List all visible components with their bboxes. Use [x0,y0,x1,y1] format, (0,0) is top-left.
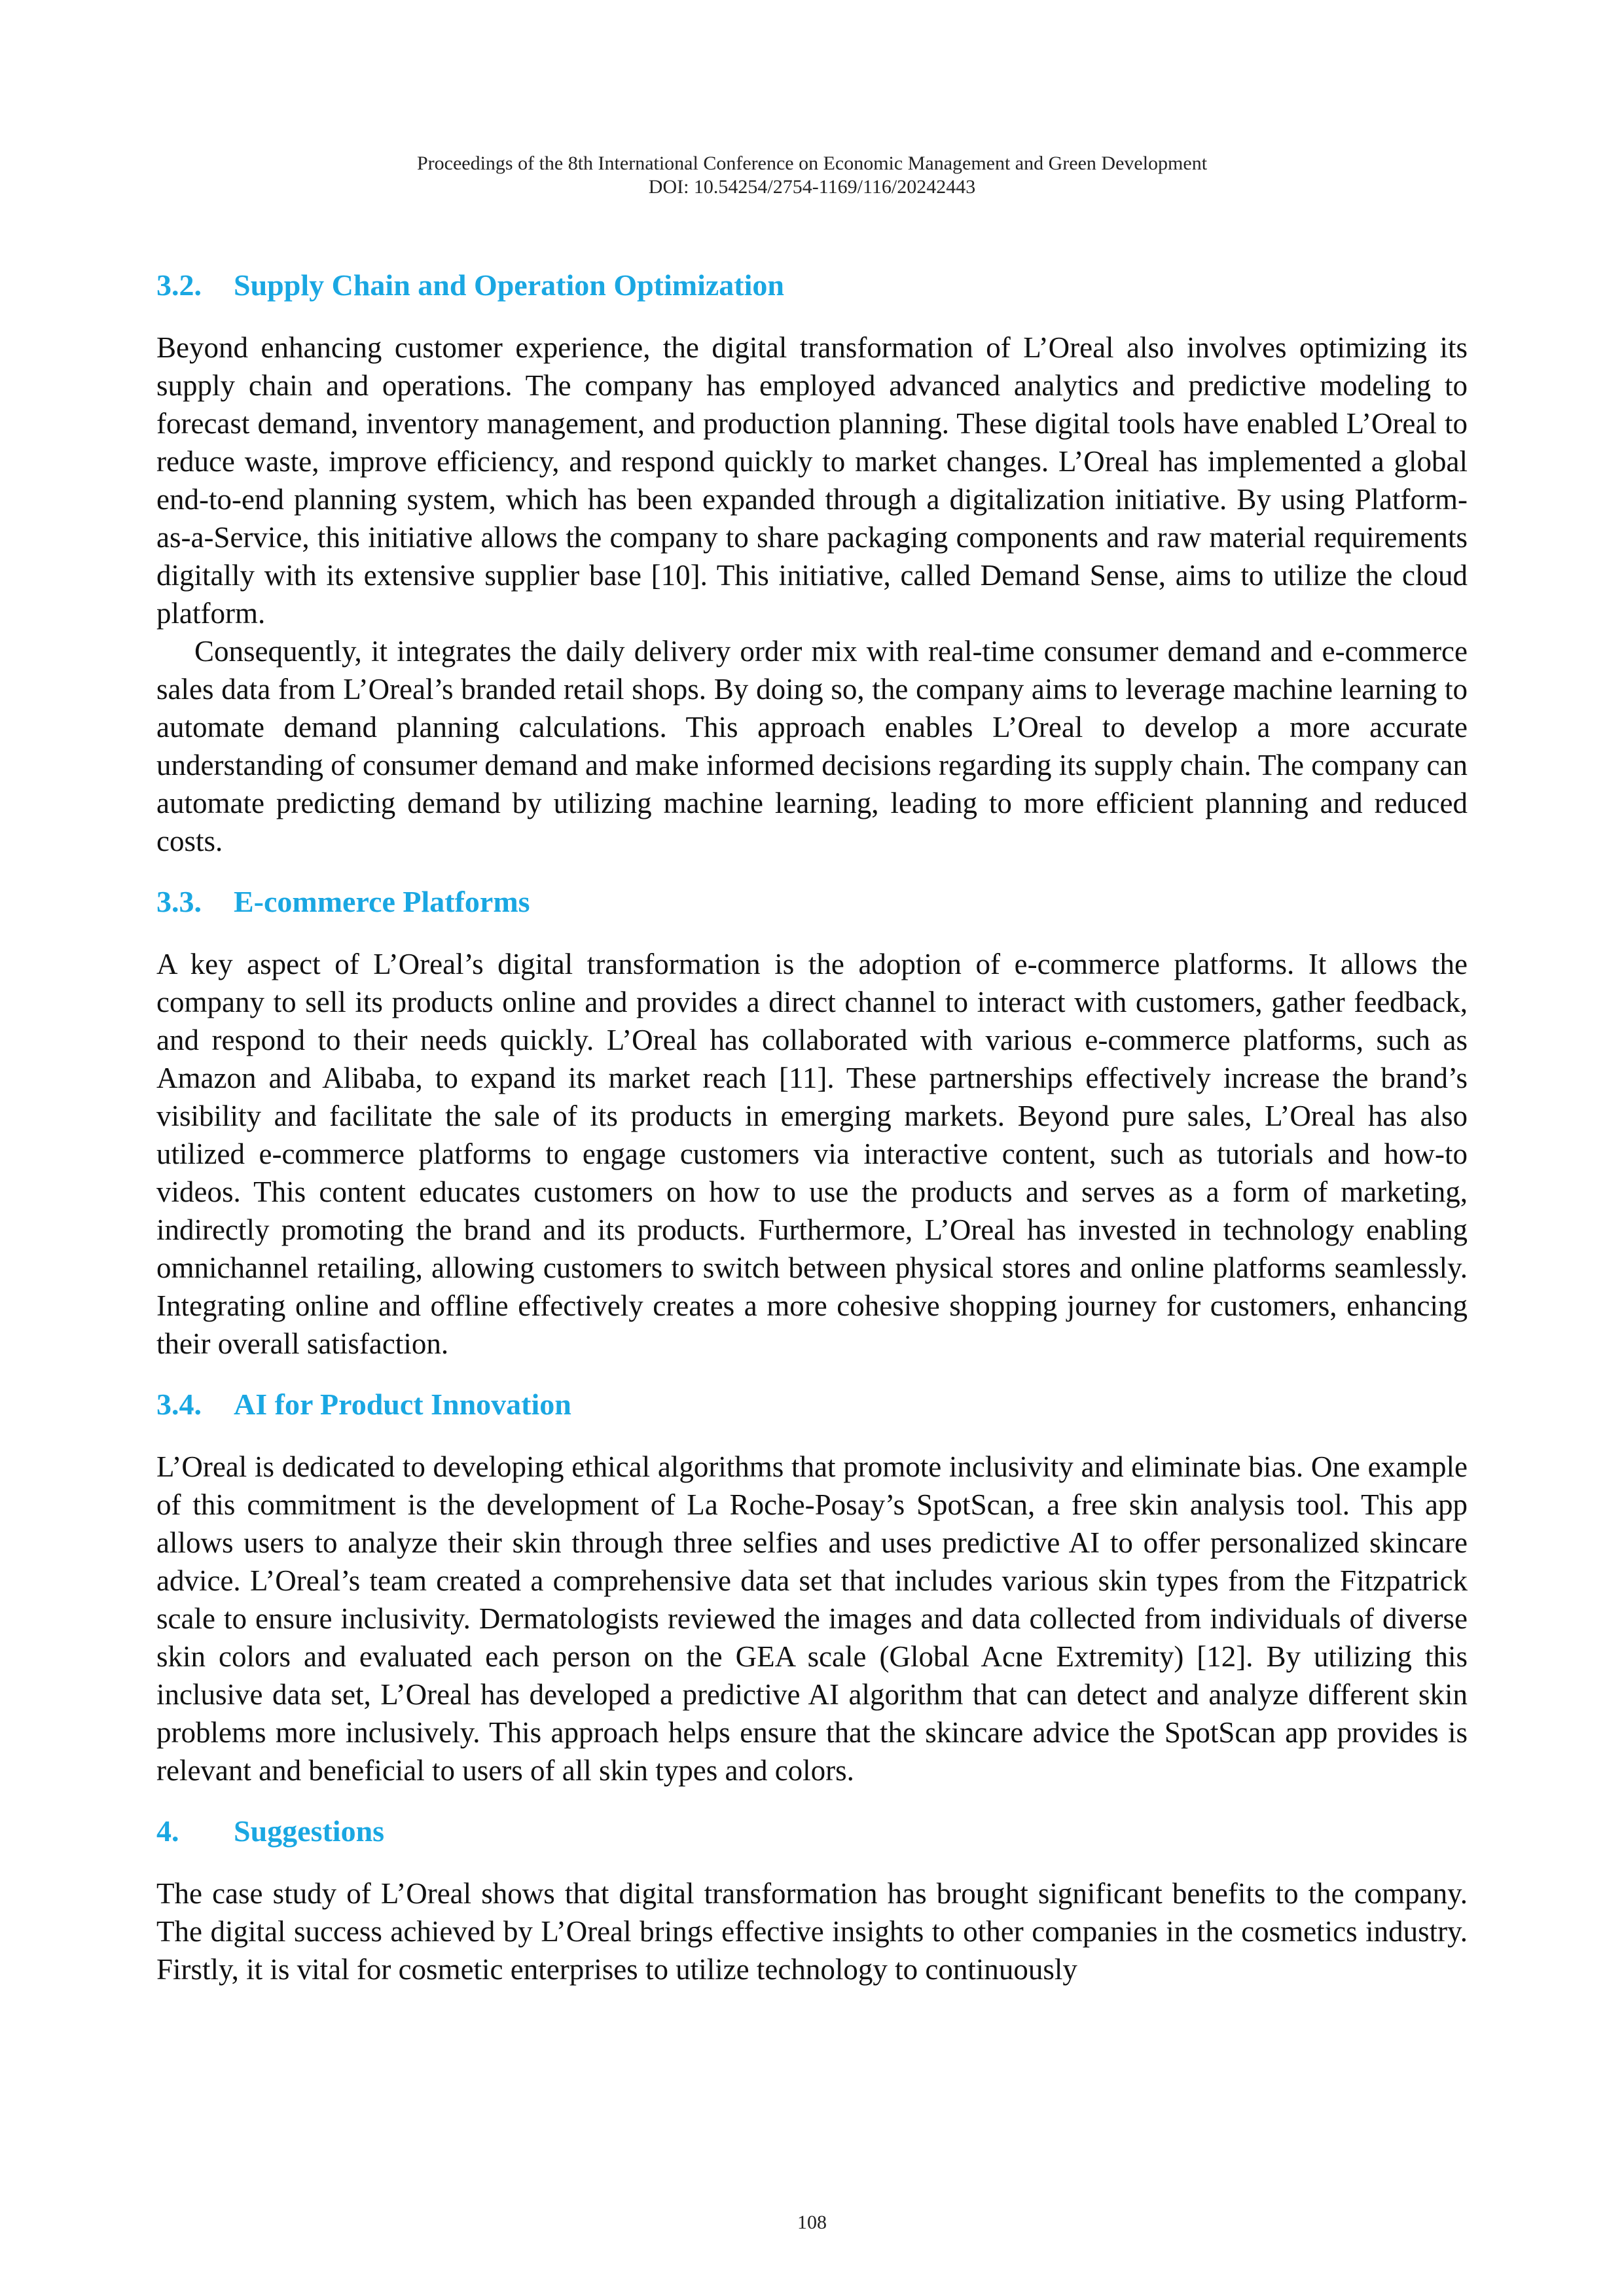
paragraph: Consequently, it integrates the daily delivery order mix with real-time consumer demand and e-commerce sales data from L’Oreal’s branded retail shops. By doing so, the company aims to leverage machine learning to automate demand planning calculations. This approach enables L’Oreal to develop a more accurate understanding of consumer demand and make informed decisions regarding its supply chain. The company can automate predicting demand by utilizing machine learning, leading to more efficient planning and reduced costs. [156,635,1468,857]
section-title: AI for Product Innovation [234,1388,571,1421]
running-header [0,152,1624,199]
paragraph: Beyond enhancing customer experience, the digital transformation of L’Oreal also involves optimizing its supply chain and operations. The company has employed advanced analytics and predictive modeling to forecast demand, inventory management, and production planning. These digital tools have enabled L’Oreal to reduce waste, improve efficiency, and respond quickly to market changes. L’Oreal has implemented a global end-to-end planning system, which has been expanded through a digitalization initiative. By using Platform-as-a-Service, this initiative allows the company to share packaging components and raw material requirements digitally with its extensive supplier base [10]. This initiative, called Demand Sense, aims to utilize the cloud platform. [156,331,1468,630]
section-title: E-commerce Platforms [234,885,530,918]
conference-title: Proceedings of the 8th International Conference on Economic Management and Green Development [416,152,1208,174]
section-number: 3.2. [156,268,202,302]
section-heading-4 [156,1813,1468,1850]
page-body [156,267,1468,1988]
section-heading-3-4 [156,1386,1468,1423]
paragraph: A key aspect of L’Oreal’s digital transformation is the adoption of e-commerce platforms. It allows the company to sell its products online and provides a direct channel to interact with customers, gather feedback, and respond to their needs quickly. L’Oreal has collaborated with various e-commerce platforms, such as Amazon and Alibaba, to expand its market reach [11]. These partnerships effectively increase the brand’s visibility and facilitate the sale of its products in emerging markets. Beyond pure sales, L’Oreal has also utilized e-commerce platforms to engage customers via interactive content, such as tutorials and how-to videos. This content educates customers on how to use the products and serves as a form of marketing, indirectly promoting the brand and its products. Furthermore, L’Oreal has invested in technology enabling omnichannel retailing, allowing customers to switch between physical stores and online platforms seamlessly. Integrating online and offline effectively creates a more cohesive shopping journey for customers, enhancing their overall satisfaction. [156,948,1468,1360]
section-title: Supply Chain and Operation Optimization [234,268,784,302]
paragraph: L’Oreal is dedicated to developing ethical algorithms that promote inclusivity and eliminate bias. One example of this commitment is the development of La Roche-Posay’s SpotScan, a free skin analysis tool. This app allows users to analyze their skin through three selfies and uses predictive AI to offer personalized skincare advice. L’Oreal’s team created a comprehensive data set that includes various skin types from the Fitzpatrick scale to ensure inclusivity. Dermatologists reviewed the images and data collected from individuals of diverse skin colors and evaluated each person on the GEA scale (Global Acne Extremity) [12]. By utilizing this inclusive data set, L’Oreal has developed a predictive AI algorithm that can detect and analyze different skin problems more inclusively. This approach helps ensure that the skincare advice the SpotScan app provides is relevant and beneficial to users of all skin types and colors. [156,1450,1468,1787]
section-title: Suggestions [234,1814,385,1848]
page-number: 108 [797,2212,827,2233]
section-number: 3.3. [156,885,202,918]
section-number: 3.4. [156,1388,202,1421]
section-heading-3-3 [156,884,1468,920]
section-heading-3-2 [156,267,1468,304]
paragraph: The case study of L’Oreal shows that digital transformation has brought significant benefits to the company. The digital success achieved by L’Oreal brings effective insights to other companies in the cosmetics industry. Firstly, it is vital for cosmetic enterprises to utilize technology to continuously [156,1877,1468,1986]
section-number: 4. [156,1814,179,1848]
doi-line: DOI: 10.54254/2754-1169/116/20242443 [648,176,976,198]
